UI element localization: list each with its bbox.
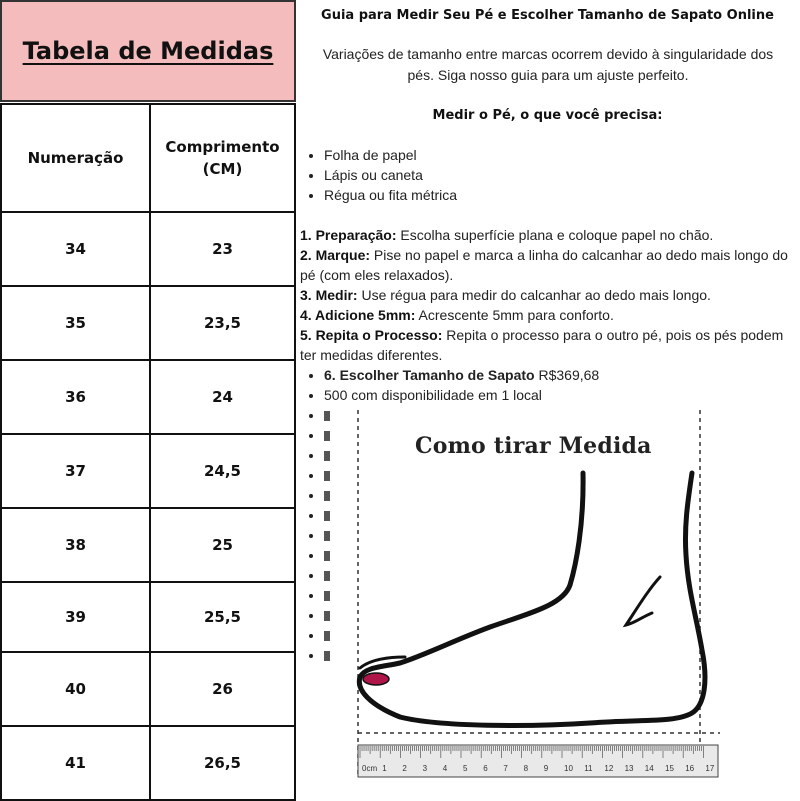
extra-label: 6. Escolher Tamanho de Sapato bbox=[324, 367, 535, 383]
ruler-label: 10 bbox=[564, 764, 573, 773]
size-cell: 38 bbox=[1, 508, 150, 582]
step-label: 4. Adicione 5mm: bbox=[300, 307, 416, 323]
length-cell: 23,5 bbox=[150, 286, 295, 360]
header-length-label: Comprimento (CM) bbox=[165, 138, 280, 178]
size-cell: 41 bbox=[1, 726, 150, 800]
ruler-label: 6 bbox=[483, 764, 488, 773]
list-item bbox=[324, 385, 599, 405]
ruler-label: 13 bbox=[624, 764, 634, 773]
step-4 bbox=[300, 305, 795, 325]
size-table-header-row bbox=[1, 104, 295, 212]
step-label: 5. Repita o Processo: bbox=[300, 327, 443, 343]
table-row bbox=[1, 286, 295, 360]
ruler-label: 9 bbox=[543, 764, 549, 773]
step-1 bbox=[300, 225, 795, 245]
header-size: Numeração bbox=[1, 104, 150, 212]
foot-measure-illustration bbox=[330, 405, 730, 800]
size-table-title: Tabela de Medidas bbox=[22, 37, 274, 65]
ruler-label: 5 bbox=[463, 764, 468, 773]
header-length bbox=[150, 104, 295, 212]
ruler-label: 2 bbox=[402, 764, 407, 773]
table-row bbox=[1, 508, 295, 582]
extra-price: R$369,68 bbox=[538, 367, 600, 383]
ruler-label: 1 bbox=[382, 764, 387, 773]
table-row bbox=[1, 434, 295, 508]
ruler-label: 14 bbox=[644, 764, 654, 773]
step-3 bbox=[300, 285, 795, 305]
ruler-label: 15 bbox=[665, 764, 674, 773]
step-label: 2. Marque: bbox=[300, 247, 371, 263]
length-cell: 23 bbox=[150, 212, 295, 286]
foot-drawing bbox=[330, 405, 730, 800]
list-item bbox=[324, 365, 599, 385]
length-cell: 24 bbox=[150, 360, 295, 434]
step-text: Use régua para medir do calcanhar ao dedo mais longo. bbox=[361, 287, 711, 303]
extra-availability: 500 com disponibilidade em 1 local bbox=[324, 387, 542, 403]
table-row bbox=[1, 360, 295, 434]
ankle-bone bbox=[626, 577, 660, 625]
length-cell: 24,5 bbox=[150, 434, 295, 508]
size-cell: 34 bbox=[1, 212, 150, 286]
size-cell: 37 bbox=[1, 434, 150, 508]
illustration-title: Como tirar Medida bbox=[415, 433, 652, 459]
size-cell: 40 bbox=[1, 652, 150, 726]
length-cell: 26,5 bbox=[150, 726, 295, 800]
size-cell: 35 bbox=[1, 286, 150, 360]
step-5 bbox=[300, 325, 795, 365]
guide-intro: Variações de tamanho entre marcas ocorrem devido à singularidade dos pés. Siga nosso guia para um ajuste perfeito. bbox=[322, 46, 774, 83]
size-cell: 39 bbox=[1, 582, 150, 652]
step-text: Repita o processo para o outro pé, pois os pés podem ter medidas diferentes. bbox=[300, 327, 784, 363]
list-item: • Lápis ou caneta bbox=[324, 165, 457, 185]
needs-list bbox=[304, 145, 457, 205]
size-table bbox=[0, 103, 296, 801]
size-table-title-box bbox=[0, 0, 296, 102]
guide-title: Guia para Medir Seu Pé e Escolher Tamanho de Sapato Online bbox=[321, 8, 774, 23]
step-label: 3. Medir: bbox=[300, 287, 358, 303]
step-label: 1. Preparação: bbox=[300, 227, 397, 243]
length-cell: 26 bbox=[150, 652, 295, 726]
table-row bbox=[1, 582, 295, 652]
ruler-label: 7 bbox=[503, 764, 508, 773]
step-text: Acrescente 5mm para conforto. bbox=[418, 307, 614, 323]
ruler-label: 16 bbox=[685, 764, 695, 773]
ruler-label: 11 bbox=[584, 764, 593, 773]
steps-list bbox=[300, 225, 795, 365]
ruler-label: 0cm bbox=[362, 764, 378, 773]
length-cell: 25 bbox=[150, 508, 295, 582]
foot-outline bbox=[359, 473, 705, 725]
step-2 bbox=[300, 245, 795, 285]
ruler-label: 3 bbox=[422, 764, 428, 773]
list-item: • Folha de papel bbox=[324, 145, 457, 165]
table-row bbox=[1, 726, 295, 800]
ruler-label: 17 bbox=[705, 764, 715, 773]
size-cell: 36 bbox=[1, 360, 150, 434]
ruler-label: 12 bbox=[604, 764, 614, 773]
needs-title: Medir o Pé, o que você precisa: bbox=[432, 108, 663, 123]
ruler-label: 4 bbox=[442, 764, 448, 773]
step-text: Escolha superfície plana e coloque papel no chão. bbox=[400, 227, 714, 243]
ruler-label: 8 bbox=[523, 764, 529, 773]
list-item: • Régua ou fita métrica bbox=[324, 185, 457, 205]
length-cell: 25,5 bbox=[150, 582, 295, 652]
toenail bbox=[363, 673, 389, 685]
step-text: Pise no papel e marca a linha do calcanhar ao dedo mais longo do pé (com eles relaxados). bbox=[300, 247, 788, 283]
table-row bbox=[1, 212, 295, 286]
table-row bbox=[1, 652, 295, 726]
